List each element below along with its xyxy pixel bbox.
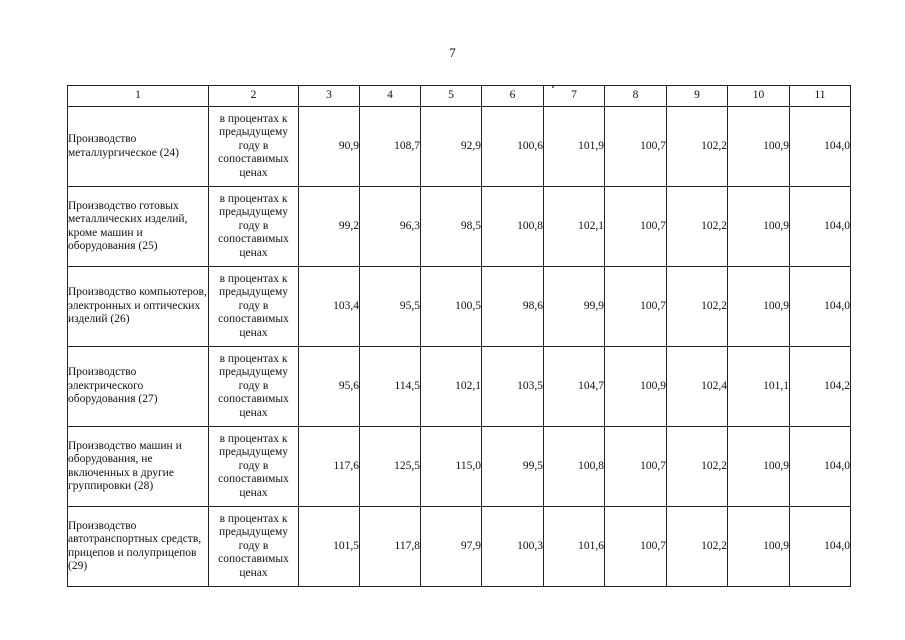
industry-name-cell: Производство металлургическое (24): [68, 107, 209, 187]
value-cell: 100,7: [605, 427, 667, 507]
value-cell: 102,2: [667, 267, 728, 347]
value-cell: 104,0: [790, 427, 851, 507]
value-cell: 103,5: [482, 347, 544, 427]
value-cell: 114,5: [360, 347, 421, 427]
value-cell: 98,6: [482, 267, 544, 347]
table-header: [68, 86, 851, 107]
value-cell: 100,7: [605, 107, 667, 187]
value-cell: 104,2: [790, 347, 851, 427]
value-cell: 100,9: [605, 347, 667, 427]
value-cell: 104,0: [790, 187, 851, 267]
column-header-7: 7: [544, 86, 605, 107]
header-row: [68, 86, 851, 107]
column-header-9: 9: [667, 86, 728, 107]
column-header-6: 6: [482, 86, 544, 107]
value-cell: 97,9: [421, 507, 482, 587]
value-cell: 102,1: [544, 187, 605, 267]
industry-name-cell: Производство готовых металлических изделий, кроме машин и оборудования (25): [68, 187, 209, 267]
unit-cell: в процентах к предыдущему году в сопоставимых ценах: [209, 427, 299, 507]
value-cell: 102,2: [667, 427, 728, 507]
unit-cell: в процентах к предыдущему году в сопоставимых ценах: [209, 107, 299, 187]
column-header-8: 8: [605, 86, 667, 107]
table-body: [68, 107, 851, 587]
value-cell: 95,5: [360, 267, 421, 347]
column-header-10: 10: [728, 86, 790, 107]
unit-cell: в процентах к предыдущему году в сопоставимых ценах: [209, 507, 299, 587]
value-cell: 100,9: [728, 107, 790, 187]
industry-name-cell: Производство компьютеров, электронных и оптических изделий (26): [68, 267, 209, 347]
unit-cell: в процентах к предыдущему году в сопоставимых ценах: [209, 347, 299, 427]
value-cell: 99,2: [299, 187, 360, 267]
value-cell: 102,2: [667, 187, 728, 267]
value-cell: 101,1: [728, 347, 790, 427]
value-cell: 100,9: [728, 427, 790, 507]
column-header-3: 3: [299, 86, 360, 107]
indicators-table: [67, 85, 851, 587]
value-cell: 100,8: [544, 427, 605, 507]
column-header-5: 5: [421, 86, 482, 107]
column-header-1: 1: [68, 86, 209, 107]
table-row: [68, 187, 851, 267]
value-cell: 100,6: [482, 107, 544, 187]
value-cell: 115,0: [421, 427, 482, 507]
value-cell: 92,9: [421, 107, 482, 187]
value-cell: 100,9: [728, 267, 790, 347]
column-header-2: 2: [209, 86, 299, 107]
value-cell: 98,5: [421, 187, 482, 267]
value-cell: 100,7: [605, 507, 667, 587]
value-cell: 100,7: [605, 187, 667, 267]
table-row: [68, 347, 851, 427]
value-cell: 117,8: [360, 507, 421, 587]
value-cell: 125,5: [360, 427, 421, 507]
value-cell: 103,4: [299, 267, 360, 347]
value-cell: 104,0: [790, 107, 851, 187]
value-cell: 100,9: [728, 507, 790, 587]
industry-name-cell: Производство автотранспортных средств, прицепов и полуприцепов (29): [68, 507, 209, 587]
value-cell: 100,8: [482, 187, 544, 267]
column-header-11: 11: [790, 86, 851, 107]
value-cell: 104,7: [544, 347, 605, 427]
table-row: [68, 267, 851, 347]
industry-name-cell: Производство машин и оборудования, не включенных в другие группировки (28): [68, 427, 209, 507]
value-cell: 102,2: [667, 107, 728, 187]
value-cell: 104,0: [790, 507, 851, 587]
value-cell: 96,3: [360, 187, 421, 267]
unit-cell: в процентах к предыдущему году в сопоставимых ценах: [209, 187, 299, 267]
table-row: [68, 427, 851, 507]
value-cell: 117,6: [299, 427, 360, 507]
value-cell: 100,5: [421, 267, 482, 347]
value-cell: 101,6: [544, 507, 605, 587]
page-number: 7: [449, 45, 456, 60]
value-cell: 100,3: [482, 507, 544, 587]
value-cell: 102,1: [421, 347, 482, 427]
value-cell: 90,9: [299, 107, 360, 187]
value-cell: 100,9: [728, 187, 790, 267]
value-cell: 104,0: [790, 267, 851, 347]
value-cell: 108,7: [360, 107, 421, 187]
value-cell: 99,9: [544, 267, 605, 347]
value-cell: 101,9: [544, 107, 605, 187]
table-row: [68, 107, 851, 187]
value-cell: 102,2: [667, 507, 728, 587]
value-cell: 101,5: [299, 507, 360, 587]
value-cell: 100,7: [605, 267, 667, 347]
column-header-4: 4: [360, 86, 421, 107]
value-cell: 99,5: [482, 427, 544, 507]
unit-cell: в процентах к предыдущему году в сопоставимых ценах: [209, 267, 299, 347]
table-row: [68, 507, 851, 587]
industry-name-cell: Производство электрического оборудования (27): [68, 347, 209, 427]
value-cell: 95,6: [299, 347, 360, 427]
value-cell: 102,4: [667, 347, 728, 427]
